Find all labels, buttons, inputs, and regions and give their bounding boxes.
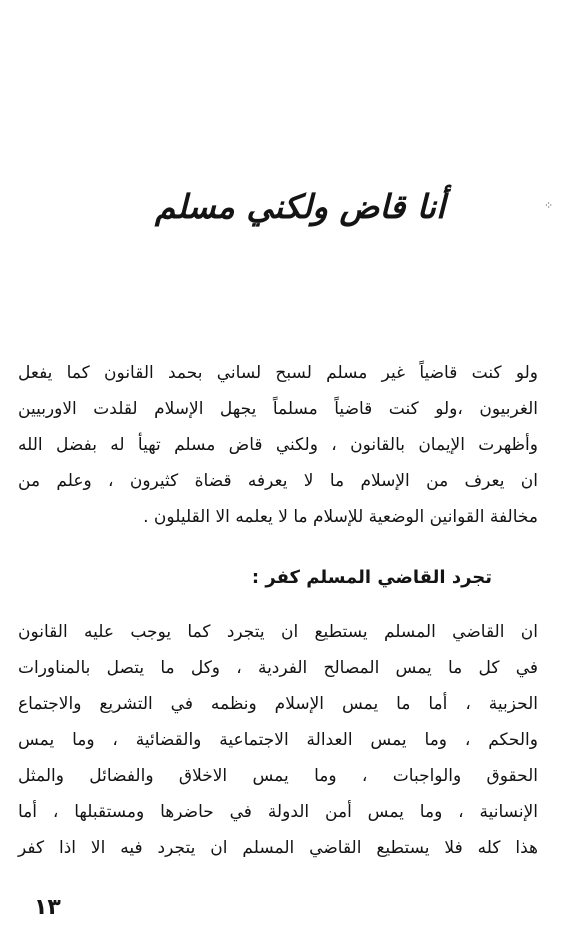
paragraph-1: [18, 355, 538, 535]
paragraph-line: الحزبية ، أما ما يمس الإسلام ونظمه في التشريع والاجتماع: [18, 694, 538, 714]
paragraph-line: الغربيون ،ولو كنت قاضياً مسلماً يجهل الإسلام لقلدت الاوربيين: [18, 399, 538, 419]
chapter-title: أنا قاض ولكني مسلم: [154, 187, 446, 226]
paragraph-2: [18, 614, 538, 866]
paragraph-line: هذا كله فلا يستطيع القاضي المسلم ان يتجرد فيه الا اذا كفر: [18, 838, 538, 858]
page-number: ١٣: [34, 895, 61, 920]
paragraph-line: وأظهرت الإيمان بالقانون ، ولكني قاض مسلم تهيأ له بفضل الله: [18, 435, 538, 455]
paragraph-line: ان القاضي المسلم يستطيع ان يتجرد كما يوجب عليه القانون: [18, 622, 538, 642]
margin-mark: ⁘: [544, 199, 554, 212]
paragraph-line: والحكم ، وما يمس العدالة الاجتماعية والقضائية ، وما يمس: [18, 730, 538, 750]
paragraph-line: الحقوق والواجبات ، وما يمس الاخلاق والفضائل والمثل: [18, 766, 538, 786]
paragraph-line: مخالفة القوانين الوضعية للإسلام ما لا يعلمه الا القليلون .: [143, 507, 538, 527]
section-heading: تجرد القاضي المسلم كفر :: [251, 567, 492, 588]
paragraph-line: في كل ما يمس المصالح الفردية ، وكل ما يتصل بالمناورات: [18, 658, 538, 678]
paragraph-line: الإنسانية ، وما يمس أمن الدولة في حاضرها ومستقبلها ، أما: [18, 802, 538, 822]
paragraph-line: ان يعرف من الإسلام ما لا يعرفه قضاة كثيرون ، وعلم من: [18, 471, 538, 491]
paragraph-line: ولو كنت قاضياً غير مسلم لسبح لساني بحمد القانون كما يفعل: [18, 363, 538, 383]
